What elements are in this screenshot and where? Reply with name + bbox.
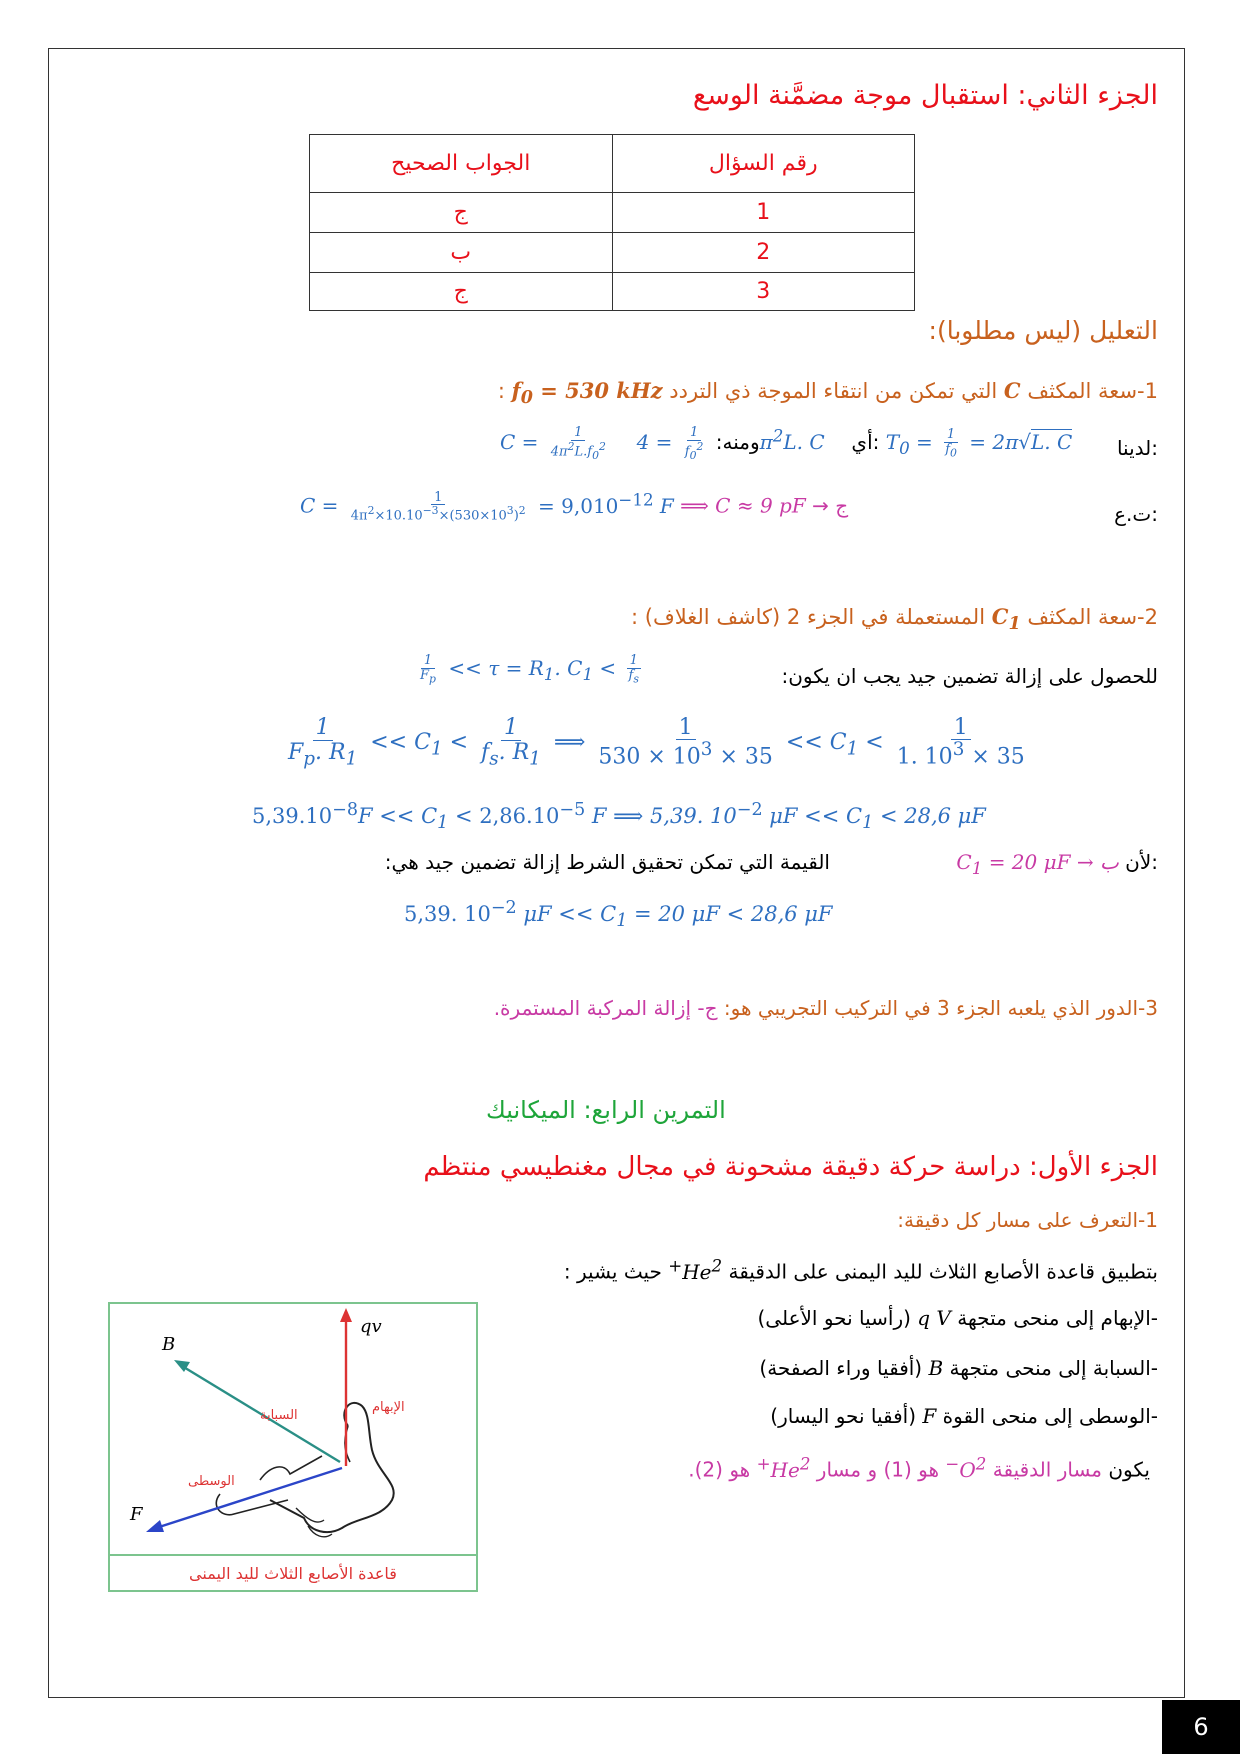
page-number: 6 — [1162, 1700, 1240, 1754]
q3-line: 3-الدور الذي يلعبه الجزء 3 في التركيب التجريبي هو: ج- إزالة المركبة المستمرة. — [493, 996, 1158, 1020]
question-number-cell: 2 — [612, 233, 915, 273]
figure-caption: قاعدة الأصابع الثلاث لليد اليمنى — [110, 1554, 476, 1592]
conclusion-line: يكون مسار الدقيقة $O^{2-}$ هو (1) و مسار $He^{2+}$ هو (2). — [688, 1454, 1150, 1482]
q2-condition-formula: $\frac{1}{F_p}$ << $\tau = R_1$. $C_1$ < $\frac{1}{f_s}$ — [420, 653, 639, 686]
q2-value-line: $C_1 = 20$ μF → ب لأن: — [956, 850, 1158, 878]
index-line: -السبابة إلى منحى متجهة B (أفقيا وراء الصفحة) — [759, 1356, 1158, 1380]
exercise4-title: التمرين الرابع: الميكانيك — [486, 1096, 726, 1124]
label-f: F — [130, 1504, 143, 1525]
label-b: B — [162, 1334, 176, 1355]
answer-cell: ج — [310, 193, 613, 233]
q1-ta: ت.ع: — [1114, 502, 1158, 526]
answer-cell: ج — [310, 273, 613, 311]
rule-line: بتطبيق قاعدة الأصابع الثلاث لليد اليمنى على الدقيقة $He^{2+}$ حيث يشير : — [563, 1256, 1158, 1284]
exercise4-part1-heading: الجزء الأول: دراسة حركة دقيقة مشحونة في مجال مغنطيسي منتظم — [423, 1152, 1158, 1182]
exercise4-q1-title: 1-التعرف على مسار كل دقيقة: — [897, 1208, 1158, 1232]
q1-formula-line: C = $\frac{1}{4\pi^2L.f_0^2}$ ومنه: $\frac{1}{f_0^2}$ = $4\pi^2L$. C أي: $T_0$ = $\frac{1}{f_0}$ = 2π√L. C — [500, 425, 1073, 462]
label-index: السبابة — [260, 1408, 298, 1423]
label-qv: qv — [360, 1316, 382, 1337]
justification-heading: التعليل (ليس مطلوبا): — [928, 316, 1158, 345]
label-thumb: الإبهام — [372, 1400, 405, 1415]
q1-numeric-line: C = $\frac{1}{4\pi^2\times 10.10^{-3}\times(530\times 10^3)^2}$ = $9,010^{-12}$ F ⟹ C ≈ 9 pF → ج — [300, 489, 849, 524]
middle-line: -الوسطى إلى منحى القوة F (أفقيا نحو اليسار) — [770, 1404, 1158, 1428]
q1-ladayna: لدينا: — [1116, 436, 1158, 460]
q2-inequality-line: $\frac{1}{F_p. R_1}$ << $C_1$ < $\frac{1}{f_s. R_1}$ ⟹ $\frac{1}{530 \times 10^3 \times 35}$ << $C_1$ < $\frac{1}{1. 10^3 \times 35}$ — [288, 715, 1025, 770]
q2-condition-text: للحصول على إزالة تضمين جيد يجب ان يكون: — [781, 664, 1158, 688]
f-vector — [156, 1468, 342, 1528]
answer-cell: ب — [310, 233, 613, 273]
col-question-header: رقم السؤال — [612, 135, 915, 193]
question-number-cell: 3 — [612, 273, 915, 311]
qv-arrowhead — [340, 1308, 352, 1322]
right-hand-rule-figure — [108, 1302, 478, 1592]
q2-title: 2-سعة المكثف $C_1$ المستعملة في الجزء 2 (كاشف الغلاف) : — [631, 604, 1158, 635]
answers-table — [309, 134, 915, 311]
q1-title: 1-سعة المكثف C التي تمكن من انتقاء الموجة ذي التردد $f_0 = 530$ kHz : — [497, 378, 1158, 409]
q2-value-text: القيمة التي تمكن تحقيق الشرط إزالة تضمين جيد هي: — [384, 850, 830, 874]
q2-range-line: $5,39.10^{-8}F << C_1 < 2,86.10^{-5}$ F ⟹ 5,39. $10^{-2}$ $\mu F << C_1 < 28,6$ μF — [252, 800, 986, 834]
label-middle: الوسطى — [188, 1474, 235, 1489]
question-number-cell: 1 — [612, 193, 915, 233]
thumb-line: -الإبهام إلى منحى متجهة q V (رأسيا نحو الأعلى) — [757, 1306, 1158, 1330]
part2-heading: الجزء الثاني: استقبال موجة مضمَّنة الوسع — [692, 80, 1158, 111]
f-arrowhead — [146, 1520, 164, 1532]
q2-check-line: 5,39. $10^{-2}$ $\mu F << C_1 = 20$ μF < 28,6 μF — [404, 898, 833, 932]
col-answer-header: الجواب الصحيح — [310, 135, 613, 193]
